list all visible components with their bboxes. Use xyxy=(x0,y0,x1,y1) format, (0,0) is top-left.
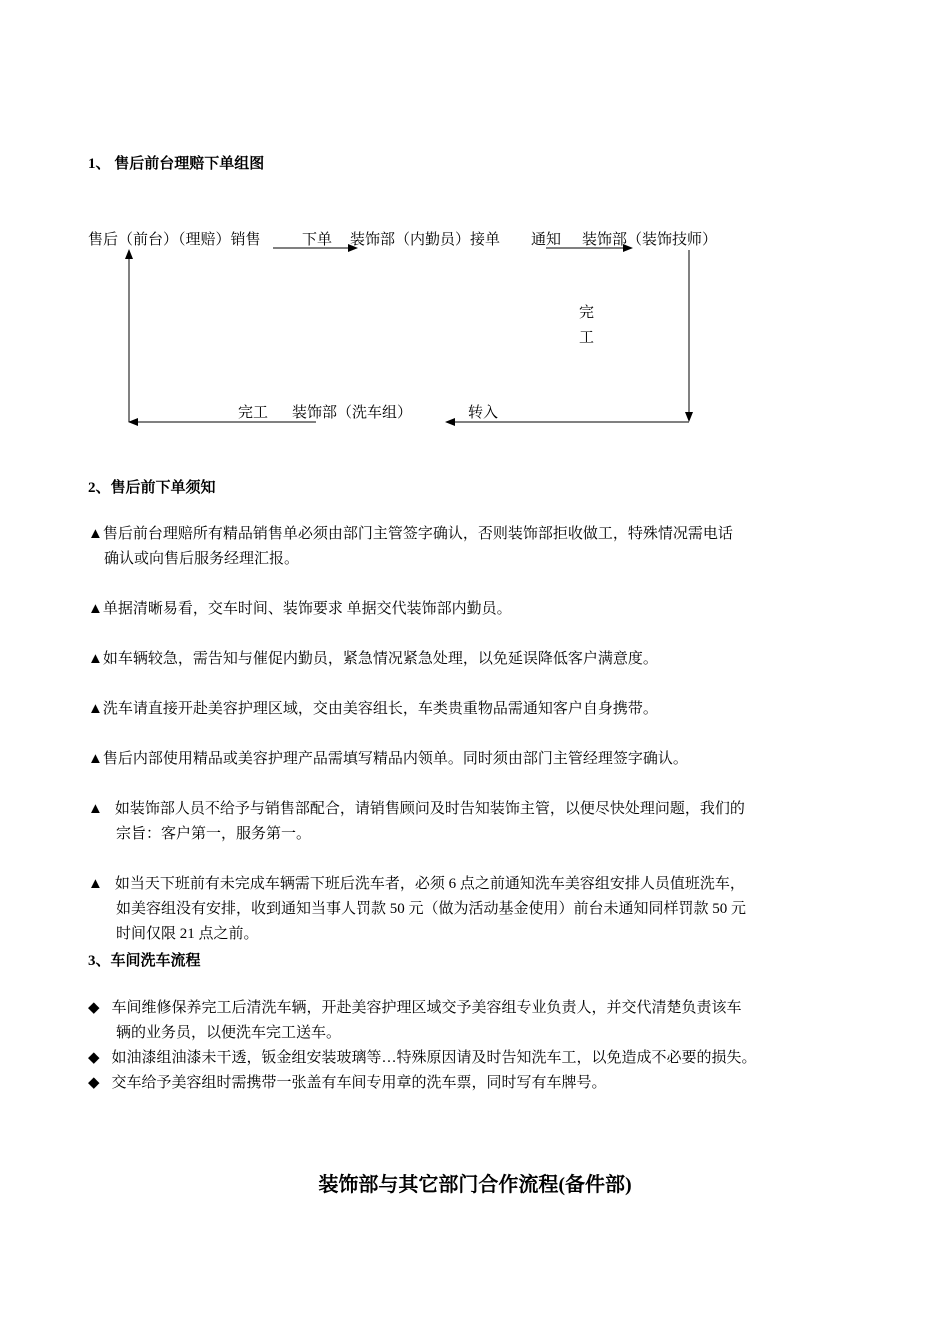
notice-line: 洗车请直接开赴美容护理区域，交由美容组长，车类贵重物品需通知客户自身携带。 xyxy=(102,701,658,717)
diamond-bullet-icon: ◆ xyxy=(88,1050,100,1066)
flow-edge-done-v1: 完 xyxy=(579,305,595,321)
notice-line: 售后内部使用精品或美容护理产品需填写精品内领单。同时须由部门主管经理签字确认。 xyxy=(102,751,688,767)
triangle-bullet-icon: ▲ xyxy=(88,801,103,817)
diamond-bullet-icon: ◆ xyxy=(88,1000,100,1016)
process-item xyxy=(88,996,848,1046)
triangle-bullet-icon: ▲ xyxy=(88,651,103,667)
process-line: 交车给予美容组时需携带一张盖有车间专用章的洗车票，同时写有车牌号。 xyxy=(111,1075,607,1091)
notice-item xyxy=(88,872,848,947)
process-line: 如油漆组油漆未干透，钣金组安装玻璃等…特殊原因请及时告知洗车工，以免造成不必要的损失。 xyxy=(111,1050,757,1066)
notice-item xyxy=(88,747,848,772)
notice-item xyxy=(88,697,848,722)
section3-heading: 3、车间洗车流程 xyxy=(88,953,201,969)
flow-node-clerk: 装饰部（内勤员）接单 xyxy=(350,232,501,248)
process-item xyxy=(88,1046,848,1071)
notice-line: 如美容组没有安排，收到通知当事人罚款 50 元（做为活动基金使用）前台未通知同样罚款 50 元 xyxy=(116,901,747,917)
flow-node-wash: 装饰部（洗车组） xyxy=(292,405,413,421)
triangle-bullet-icon: ▲ xyxy=(88,526,103,542)
process-item xyxy=(88,1071,848,1096)
triangle-bullet-icon: ▲ xyxy=(88,751,103,767)
notice-line: 确认或向售后服务经理汇报。 xyxy=(104,551,300,567)
flow-edge-done-back-label: 完工 xyxy=(238,405,269,421)
notice-line: 如装饰部人员不给予与销售部配合，请销售顾问及时告知装饰主管，以便尽快处理问题，我们的 xyxy=(114,801,745,817)
notice-line: 单据清晰易看，交车时间、装饰要求 单据交代装饰部内勤员。 xyxy=(102,601,512,617)
flow-node-tech: 装饰部（装饰技师） xyxy=(582,232,718,248)
diamond-bullet-icon: ◆ xyxy=(88,1075,100,1091)
page-title: 装饰部与其它部门合作流程(备件部) xyxy=(318,1174,632,1196)
process-line: 车间维修保养完工后清洗车辆，开赴美容护理区域交予美容组专业负责人，并交代清楚负责该车 xyxy=(111,1000,742,1016)
triangle-bullet-icon: ▲ xyxy=(88,601,103,617)
triangle-bullet-icon: ▲ xyxy=(88,876,103,892)
notice-item xyxy=(88,797,848,847)
process-line: 辆的业务员，以便洗车完工送车。 xyxy=(116,1025,342,1041)
flow-node-start: 售后（前台）（理赔）销售 xyxy=(88,232,261,248)
flow-edge-transfer-label: 转入 xyxy=(468,405,499,421)
flow-edge-done-v2: 工 xyxy=(579,330,595,346)
section2-heading: 2、售后前下单须知 xyxy=(88,480,216,496)
notice-item xyxy=(88,647,848,672)
section1-heading: 1、 售后前台理赔下单组图 xyxy=(88,156,265,172)
triangle-bullet-icon: ▲ xyxy=(88,701,103,717)
notice-line: 宗旨：客户第一，服务第一。 xyxy=(116,826,312,842)
notice-line: 售后前台理赔所有精品销售单必须由部门主管签字确认，否则装饰部拒收做工，特殊情况需电话 xyxy=(102,526,733,542)
notice-line: 时间仅限 21 点之前。 xyxy=(116,926,259,942)
notice-item xyxy=(88,522,848,572)
flow-edge-order-label: 下单 xyxy=(302,232,333,248)
notice-line: 如车辆较急，需告知与催促内勤员，紧急情况紧急处理，以免延误降低客户满意度。 xyxy=(102,651,658,667)
notice-line: 如当天下班前有未完成车辆需下班后洗车者，必须 6 点之前通知洗车美容组安排人员值班洗车， xyxy=(114,876,745,892)
notice-item xyxy=(88,597,848,622)
flow-edge-notify-label: 通知 xyxy=(531,232,562,248)
